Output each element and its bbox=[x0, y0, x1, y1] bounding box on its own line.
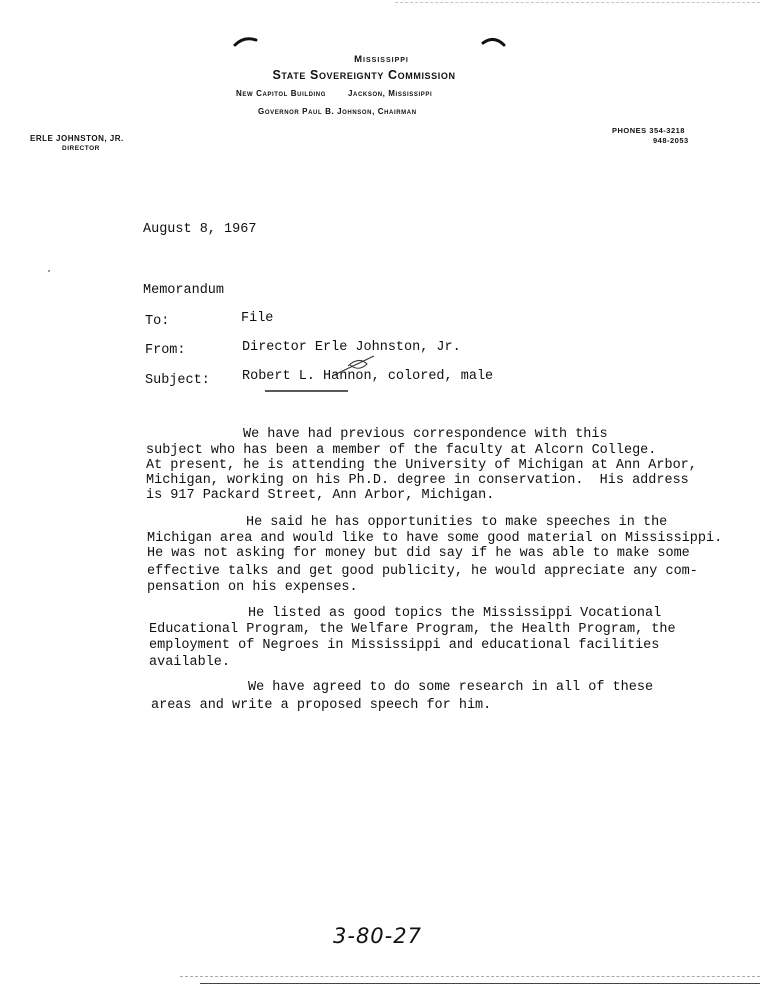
bottom-rule bbox=[200, 983, 760, 984]
letterhead-governor: Governor Paul B. Johnson, Chairman bbox=[258, 107, 417, 116]
paragraph-line: He was not asking for money but did say if he was able to make some bbox=[147, 546, 690, 561]
paper-speck bbox=[48, 270, 50, 272]
phone-number-1: 354-3218 bbox=[649, 126, 685, 135]
paragraph-line: subject who has been a member of the faculty at Alcorn College. bbox=[146, 443, 657, 458]
paragraph-line: Michigan area and would like to have some good material on Mississippi. bbox=[147, 531, 723, 546]
left-ornament-icon bbox=[232, 34, 260, 48]
from-value: Director Erle Johnston, Jr. bbox=[242, 340, 461, 355]
paragraph-line: pensation on his expenses. bbox=[147, 580, 358, 595]
paragraph-line: available. bbox=[149, 655, 231, 670]
phone-number-2: 948-2053 bbox=[653, 136, 689, 145]
bottom-dashed-edge bbox=[180, 976, 760, 977]
memo-date: August 8, 1967 bbox=[143, 222, 257, 237]
director-name: ERLE JOHNSTON, JR. bbox=[30, 134, 124, 143]
subject-value: Robert L. Hannon, colored, male bbox=[242, 369, 494, 384]
letterhead-commission: State Sovereignty Commission bbox=[272, 68, 456, 82]
letterhead-address bbox=[236, 89, 432, 98]
paragraph-line: He listed as good topics the Mississippi Vocational bbox=[248, 606, 662, 621]
paragraph-line: We have had previous correspondence with this bbox=[243, 427, 608, 442]
paragraph-line: Michigan, working on his Ph.D. degree in conservation. His address bbox=[146, 473, 689, 488]
paragraph-line: is 917 Packard Street, Ann Arbor, Michigan. bbox=[146, 488, 495, 503]
from-label: From: bbox=[145, 343, 186, 358]
letterhead-building: New Capitol Building bbox=[236, 89, 326, 98]
paragraph-line: At present, he is attending the University of Michigan at Ann Arbor, bbox=[146, 458, 697, 473]
memo-heading: Memorandum bbox=[143, 283, 225, 298]
paragraph-line: areas and write a proposed speech for him. bbox=[151, 698, 492, 713]
to-label: To: bbox=[145, 314, 170, 329]
subject-label: Subject: bbox=[145, 373, 210, 388]
letterhead-city: Jackson, Mississippi bbox=[348, 89, 433, 98]
handwritten-underline-mark bbox=[262, 352, 382, 397]
to-value: File bbox=[241, 311, 274, 326]
letterhead-state: Mississippi bbox=[354, 54, 409, 65]
top-dashed-edge bbox=[395, 2, 760, 3]
file-number: 3-80-27 bbox=[333, 924, 422, 948]
paragraph-line: employment of Negroes in Mississippi and educational facilities bbox=[149, 638, 660, 653]
paragraph-line: Educational Program, the Welfare Program, the Health Program, the bbox=[149, 622, 676, 637]
paragraph-line: He said he has opportunities to make speeches in the bbox=[246, 515, 668, 530]
phones-label: PHONES bbox=[612, 126, 647, 135]
paragraph-line: We have agreed to do some research in all of these bbox=[248, 680, 654, 695]
director-title: DIRECTOR bbox=[62, 145, 100, 152]
paragraph-line: effective talks and get good publicity, he would appreciate any com- bbox=[147, 564, 698, 579]
right-ornament-icon bbox=[480, 34, 508, 48]
phones-line-1 bbox=[612, 126, 685, 135]
